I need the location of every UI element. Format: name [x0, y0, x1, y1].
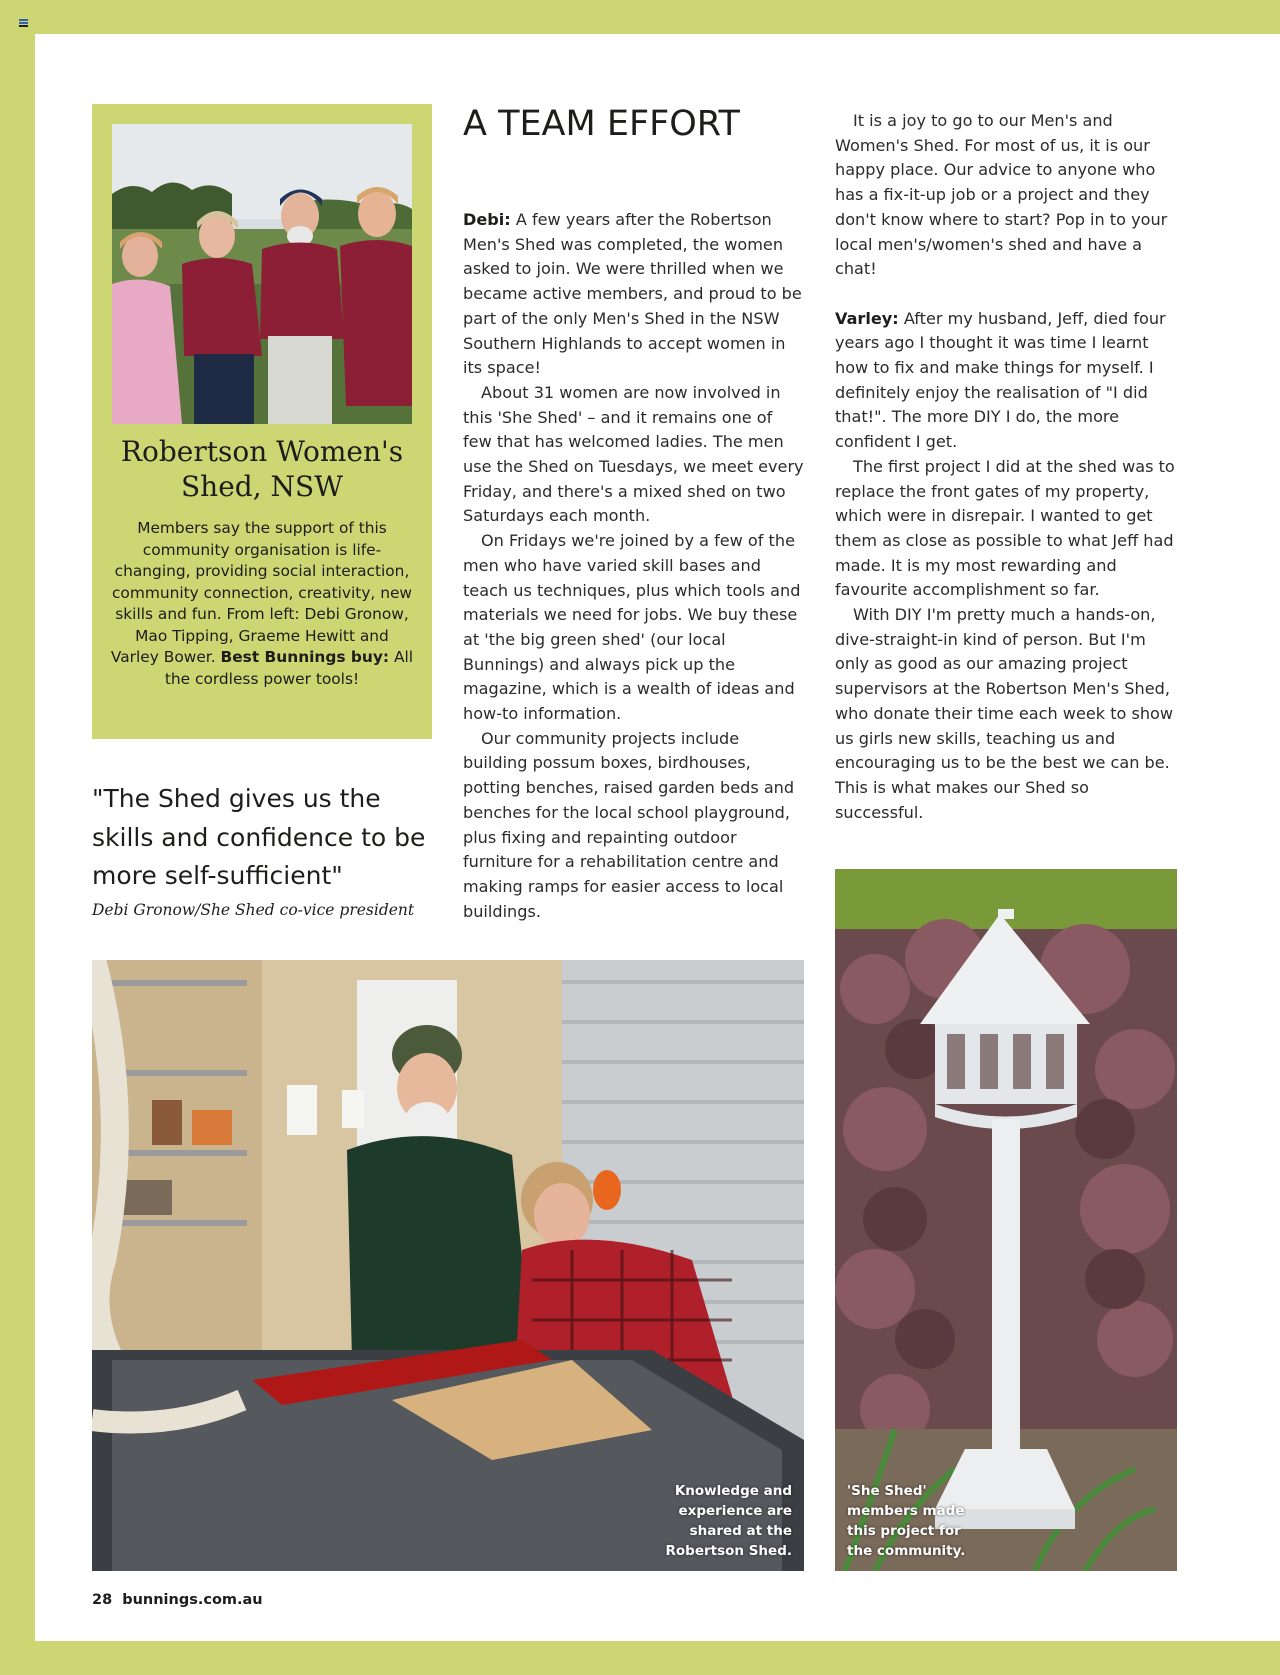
best-buy-heading: Best Bunnings buy:	[220, 648, 390, 666]
best-buy-detail: All the cordless power tools!	[164, 648, 414, 688]
page-number: 28	[92, 1592, 113, 1608]
table-saw-image	[92, 960, 804, 1571]
table-saw-photo	[92, 960, 804, 1571]
caption-body	[110, 518, 414, 690]
paragraph: It is a joy to go to our Men's and Women's Shed. For most of us, it is our happy place. Our advice to anyone who has a fix-it-up job or a project and they don't know where to start? Pop in to your local men's/women's shed and have a chat!	[835, 111, 1168, 279]
page-footer	[92, 1592, 273, 1608]
article-column-middle	[463, 208, 806, 924]
paragraph	[835, 307, 1180, 455]
article-heading: A TEAM EFFORT	[463, 104, 740, 144]
birdhouse-image	[835, 869, 1177, 1571]
speaker-label: Debi:	[463, 210, 511, 229]
paragraph: About 31 women are now involved in this 'She Shed' – and it remains one of few that has welcomed ladies. The men use the Shed on Tuesdays, we meet every Friday, and there's a mixed shed on two Saturdays each month.	[463, 382, 804, 526]
birdhouse-photo	[835, 869, 1177, 1571]
birdhouse-caption: 'She Shed' members made this project for the community.	[847, 1483, 966, 1559]
caption-box-front	[92, 104, 432, 739]
speaker-label: Varley:	[835, 308, 899, 328]
paragraph: With DIY I'm pretty much a hands-on, dive-straight-in kind of person. But I'm only as good as our amazing project supervisors at the Robertson Men's Shed, who donate their time each week to show us girls new skills, teaching us and encouraging us to be the best we can be. This is what makes our Shed so successful.	[835, 605, 1174, 822]
caption-heading: Robertson Women's Shed, NSW	[120, 435, 404, 503]
quote-attribution: Debi Gronow/She Shed co-vice president	[92, 901, 415, 919]
group-photo-front	[112, 124, 412, 424]
paragraph: On Fridays we're joined by a few of the men who have varied skill bases and teach us techniques, plus which tools and materials we need for jobs. We buy these at 'the big green shed' (our local Bunnings) and always pick up the magazine, which is a wealth of ideas and how-to information.	[463, 531, 801, 724]
article-column-right	[835, 109, 1180, 825]
paragraph-text: After my husband, Jeff, died four years ago I thought it was time I learnt how to fix and make things for myself. I definitely enjoy the realisation of "I did that!". The more DIY I do, the more confident I get.	[835, 308, 1166, 452]
caption-lead-text: Members say the support of this community organisation is life-changing, providing social interaction, community connection, creativity, new skills and fun. From left: Debi Gronow, Mao Tipping, Graeme Hewitt and Varley Bower.	[110, 519, 413, 666]
group-photo-image	[112, 124, 412, 424]
paragraph: Our community projects include building possum boxes, birdhouses, potting benches, raised garden beds and benches for the local school playground, plus fixing and repainting outdoor furniture for a rehabilitation centre and making ramps for easier access to local buildings.	[463, 728, 795, 921]
paragraph: The first project I did at the shed was to replace the front gates of my property, which were in disrepair. I wanted to get them as close as possible to what Jeff had made. It is my most rewarding and favourite accomplishment so far.	[835, 456, 1175, 600]
paragraph	[463, 208, 806, 381]
paragraph-text: A few years after the Robertson Men's Shed was completed, the women asked to join. We were thrilled when we became active members, and proud to be part of the only Men's Shed in the NSW Southern Highlands to accept women in its space!	[463, 210, 802, 378]
pull-quote: "The Shed gives us the skills and confidence to be more self-sufficient"	[92, 784, 426, 890]
menu-icon[interactable]	[19, 19, 28, 26]
table-saw-caption: Knowledge and experience are shared at the Robertson Shed.	[665, 1483, 792, 1559]
footer-website[interactable]: bunnings.com.au	[122, 1592, 263, 1608]
